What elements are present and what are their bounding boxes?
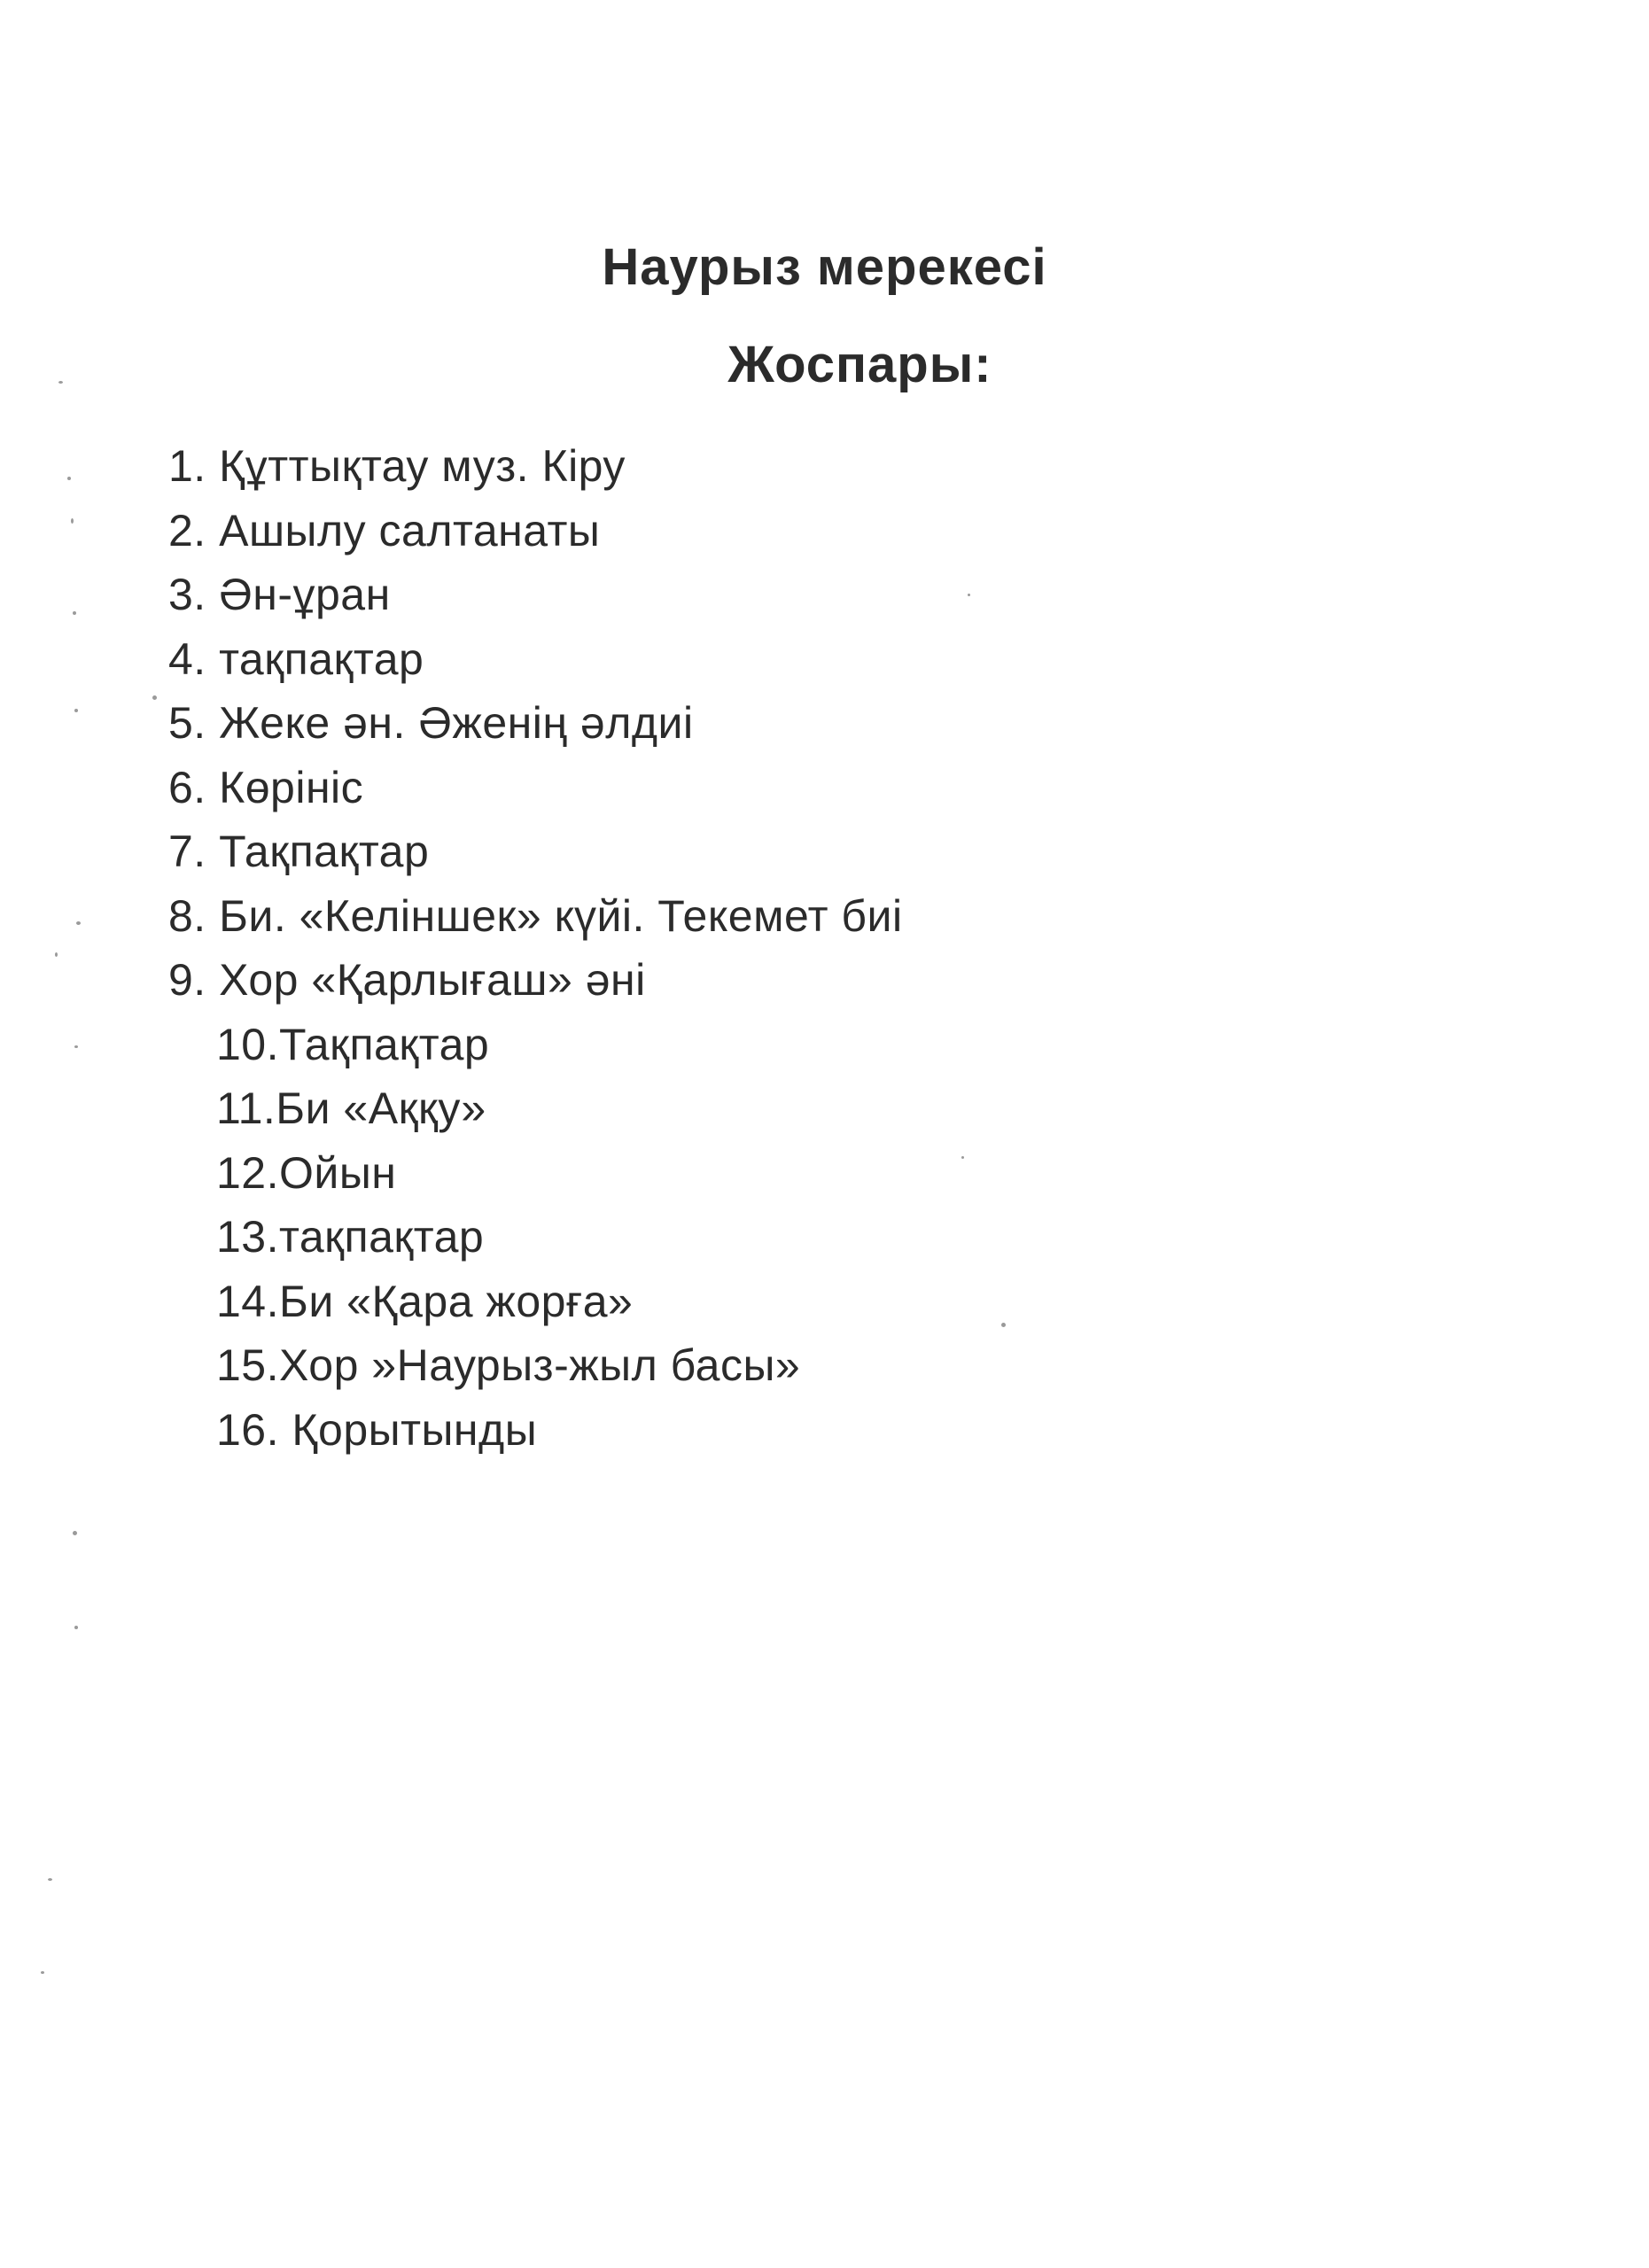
- scan-speck: [48, 1878, 52, 1881]
- scan-speck: [71, 518, 74, 524]
- plan-item: 16. Қорытынды: [216, 1404, 538, 1455]
- document-subtitle: Жоспары:: [727, 336, 992, 393]
- plan-item: 5. Жеке ән. Әженің әлдиі: [168, 698, 694, 748]
- plan-item: 12.Ойын: [216, 1147, 397, 1198]
- plan-item: 11.Би «Аққу»: [216, 1084, 486, 1133]
- scan-speck: [1001, 1323, 1006, 1327]
- scan-speck: [73, 1531, 77, 1535]
- plan-item: 3. Ән-ұран: [168, 570, 391, 619]
- plan-item: 13.тақпақтар: [216, 1212, 485, 1262]
- plan-item: 14.Би «Қара жорға»: [216, 1276, 634, 1326]
- plan-item: 6. Көрініс: [168, 762, 364, 812]
- plan-item: 1. Құттықтау муз. Кіру: [168, 441, 626, 491]
- scan-speck: [74, 709, 78, 712]
- scan-speck: [67, 477, 71, 480]
- scan-speck: [55, 952, 58, 957]
- plan-item: 4. тақпақтар: [168, 633, 424, 684]
- plan-item: 2. Ашылу салтанаты: [168, 505, 601, 555]
- plan-item: 9. Хор «Қарлығаш» әні: [168, 955, 646, 1005]
- scan-speck: [41, 1971, 44, 1974]
- scan-speck: [74, 1045, 78, 1048]
- plan-item: 8. Би. «Келіншек» күйі. Текемет биі: [168, 890, 903, 941]
- plan-item: 15.Хор »Наурыз-жыл басы»: [216, 1340, 801, 1390]
- plan-item: 7. Тақпақтар: [168, 827, 430, 876]
- scan-speck: [73, 611, 76, 615]
- scan-speck: [152, 695, 157, 700]
- scan-speck: [58, 381, 63, 384]
- document-title: Наурыз мерекесі: [602, 238, 1047, 296]
- plan-item: 10.Тақпақтар: [216, 1019, 490, 1069]
- scan-speck: [968, 594, 970, 596]
- plan-list: [168, 434, 903, 1462]
- scan-speck: [76, 921, 81, 925]
- scan-speck: [961, 1156, 964, 1159]
- scan-speck: [74, 1626, 78, 1629]
